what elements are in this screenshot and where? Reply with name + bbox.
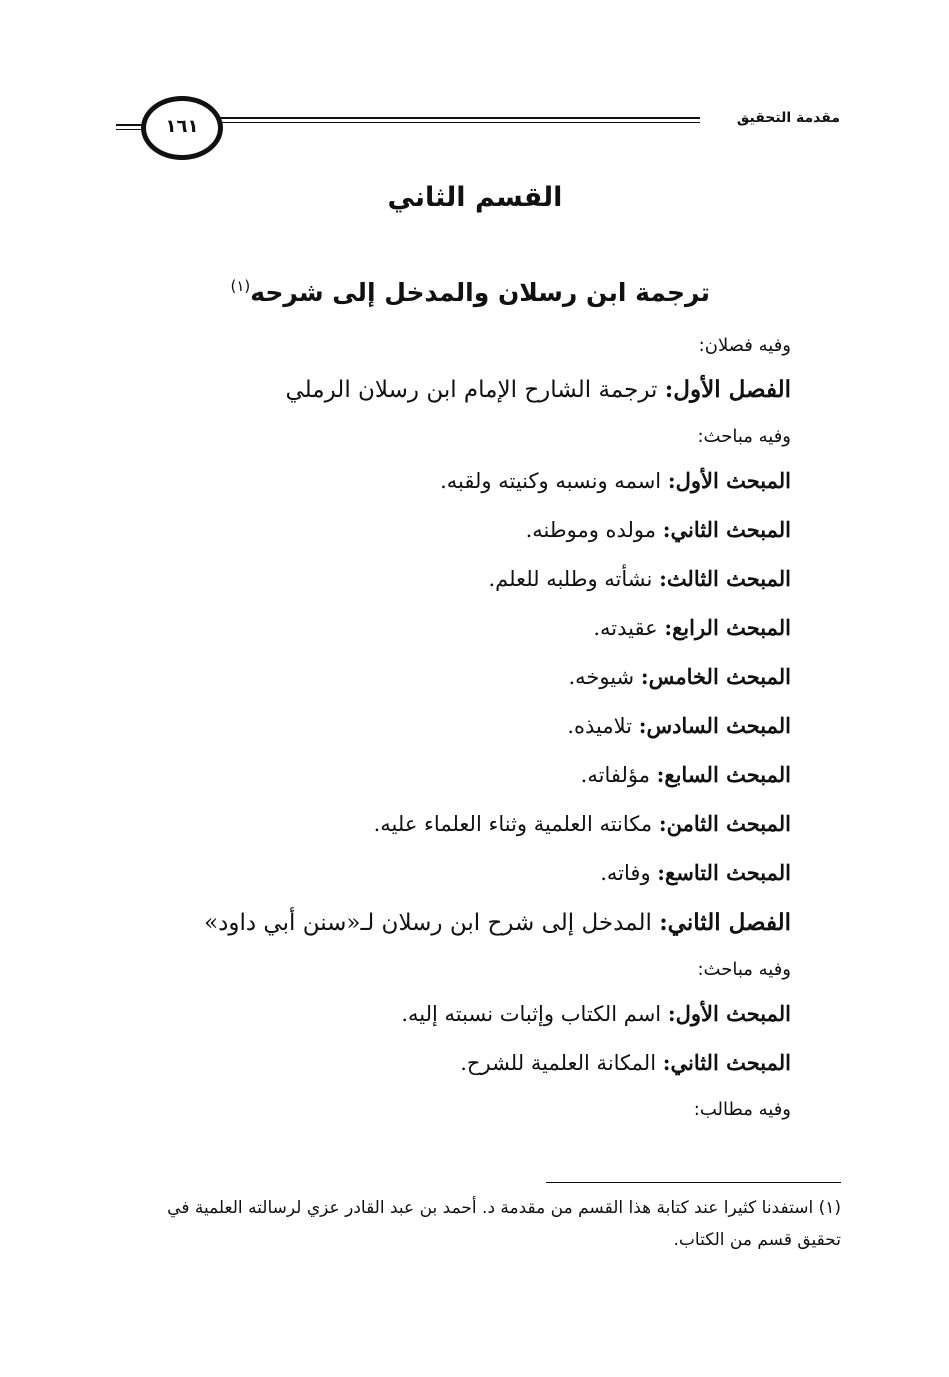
list-item — [568, 660, 791, 694]
footnote-divider — [546, 1182, 841, 1183]
list-item-text: المكانة العلمية للشرح. — [460, 1051, 657, 1075]
list-item — [581, 758, 791, 792]
list-item-label: المبحث الأول: — [667, 1001, 791, 1026]
list-item-label: المبحث الثاني: — [662, 1050, 791, 1075]
list-item-label: المبحث الأول: — [667, 468, 791, 493]
list-item-text: اسمه ونسبه وكنيته ولقبه. — [440, 469, 662, 493]
chapter-title-text: ترجمة ابن رسلان والمدخل إلى شرحه — [250, 278, 710, 307]
list-item-text: عقيدته. — [593, 616, 658, 640]
running-header-title: مقدمة التحقيق — [700, 108, 840, 128]
list-item-label: المبحث الرابع: — [664, 615, 791, 640]
chapter2-label: الفصل الثاني: — [659, 909, 791, 936]
footnote-reference: (١) — [230, 277, 251, 295]
chapter2-heading — [204, 905, 791, 941]
chapter-title — [210, 266, 710, 313]
list-item — [488, 562, 791, 596]
chapter1-heading — [286, 372, 791, 408]
list-item-text: نشأته وطلبه للعلم. — [488, 567, 653, 591]
list-item — [526, 513, 791, 547]
list-item-text: شيوخه. — [568, 665, 635, 689]
list-item-text: وفاته. — [600, 861, 651, 885]
chapter1-intro: وفيه مباحث: — [697, 426, 791, 447]
list-item-text: تلاميذه. — [567, 714, 632, 738]
page-number: ١٦١ — [165, 116, 199, 137]
footnote-text: استفدنا كثيرا عند كتابة هذا القسم من مقدمة د. أحمد بن عبد القادر عزي لرسالته العلمية في تحقيق قسم من الكتاب. — [167, 1198, 841, 1250]
list-item — [600, 856, 791, 890]
list-item — [374, 807, 791, 841]
footnote-marker: (١) — [818, 1198, 841, 1218]
chapter1-label: الفصل الأول: — [664, 376, 791, 403]
list-item — [567, 709, 791, 743]
chapter2-sub-intro: وفيه مطالب: — [693, 1099, 791, 1120]
list-item-text: مكانته العلمية وثناء العلماء عليه. — [373, 812, 653, 836]
list-item — [440, 464, 791, 498]
list-item-label: المبحث الثالث: — [659, 566, 791, 591]
section-title: القسم الثاني — [387, 182, 563, 213]
list-item-label: المبحث الثامن: — [658, 811, 791, 836]
chapter2-title: المدخل إلى شرح ابن رسلان لـ«سنن أبي داود» — [204, 910, 652, 936]
list-item — [460, 1046, 791, 1080]
list-item — [593, 611, 791, 645]
list-item-text: مولده وموطنه. — [525, 518, 657, 542]
list-item-label: المبحث السادس: — [638, 713, 791, 738]
intro-text: وفيه فصلان: — [698, 335, 791, 356]
chapter2-intro: وفيه مباحث: — [697, 959, 791, 980]
footnote — [121, 1192, 841, 1256]
page-number-badge — [141, 96, 223, 160]
list-item-label: المبحث السابع: — [656, 762, 791, 787]
list-item-label: المبحث الثاني: — [662, 517, 791, 542]
list-item-text: مؤلفاته. — [580, 763, 650, 787]
chapter1-title: ترجمة الشارح الإمام ابن رسلان الرملي — [285, 377, 658, 403]
page-header — [0, 0, 949, 180]
list-item-label: المبحث التاسع: — [657, 860, 791, 885]
list-item — [401, 997, 791, 1031]
list-item-label: المبحث الخامس: — [640, 664, 791, 689]
list-item-text: اسم الكتاب وإثبات نسبته إليه. — [401, 1002, 662, 1026]
